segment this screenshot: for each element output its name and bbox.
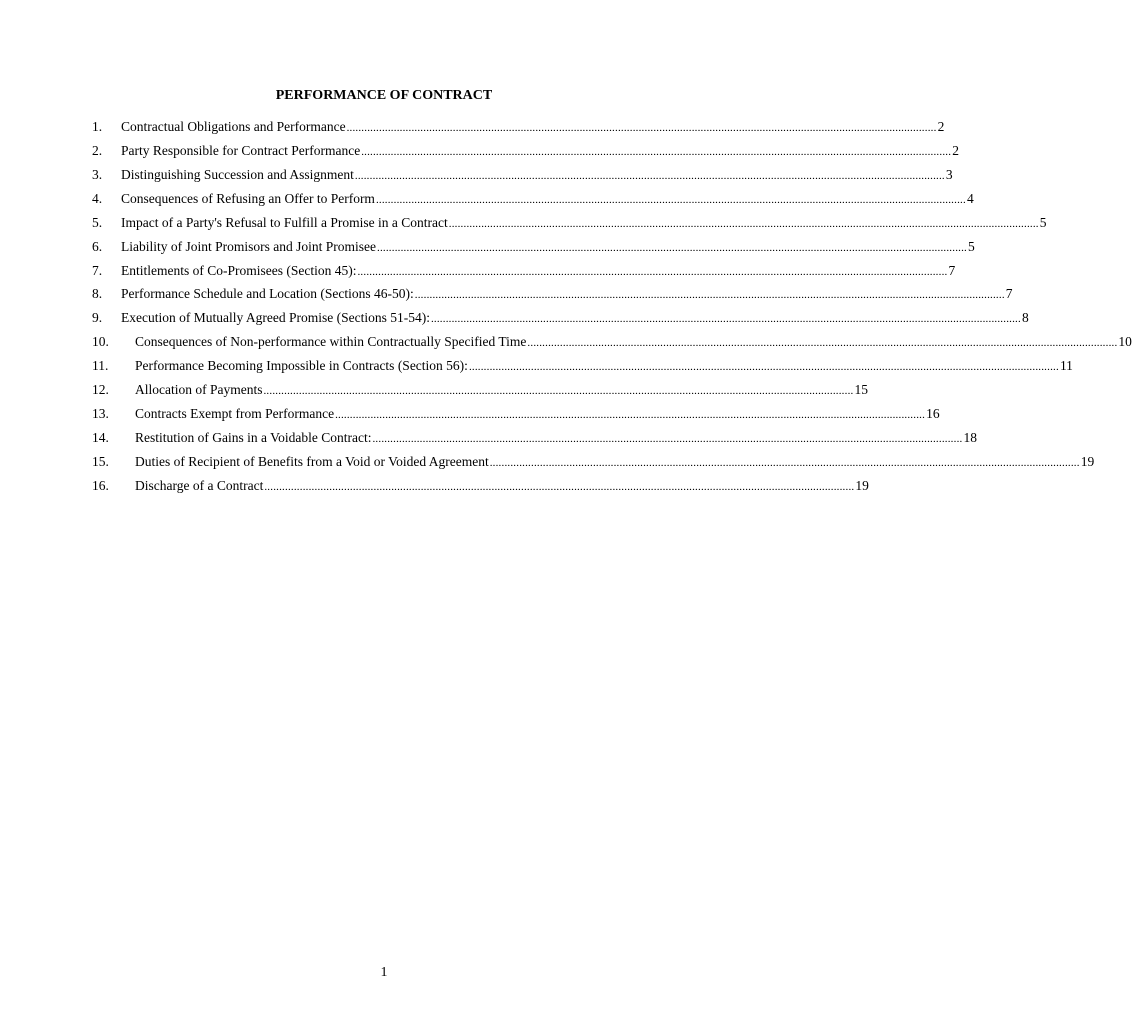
toc-entry-page: 11 — [1059, 358, 1073, 374]
toc-entry-number: 1. — [92, 119, 103, 134]
toc-entry-page: 7 — [948, 262, 956, 278]
toc-dot-leader: ........................................................................................................................................................................................................ — [448, 217, 1039, 230]
toc-entry-number: 4. — [92, 190, 103, 206]
toc-entry[interactable] — [92, 214, 1047, 238]
toc-entry-title: Contractual Obligations and Performance — [121, 119, 346, 134]
toc-entry-title: Allocation of Payments — [135, 382, 263, 398]
toc-entry-page: 16 — [926, 406, 940, 422]
toc-dot-leader: ........................................................................................................................................................................................................ — [527, 337, 1118, 350]
toc-entry[interactable] — [92, 238, 975, 262]
toc-entry-number: 7. — [92, 262, 103, 278]
toc-entry-title: Party Responsible for Contract Performance — [121, 142, 361, 158]
toc-dot-leader: ........................................................................................................................................................................................................ — [335, 409, 926, 422]
toc-entry-number: 16. — [92, 477, 109, 493]
toc-entry-page: 18 — [963, 429, 977, 445]
toc-dot-leader: ........................................................................................................................................................................................................ — [357, 265, 948, 278]
toc-dot-leader: ........................................................................................................................................................................................................ — [361, 145, 952, 158]
toc-entry-title: Entitlements of Co-Promisees (Section 45): — [121, 262, 357, 278]
toc-entry-title: Consequences of Refusing an Offer to Perform — [121, 190, 375, 206]
document-title: PERFORMANCE OF CONTRACT — [275, 88, 493, 103]
toc-dot-leader: ........................................................................................................................................................................................................ — [263, 385, 854, 398]
toc-entry-number: 5. — [92, 214, 103, 230]
toc-entry-number: 12. — [92, 382, 109, 398]
toc-entry[interactable] — [92, 142, 959, 166]
toc-entry-number: 8. — [92, 286, 103, 302]
toc-entry-title: Contracts Exempt from Performance — [135, 406, 335, 422]
toc-dot-leader: ........................................................................................................................................................................................................ — [377, 241, 967, 254]
toc-entry-number: 3. — [92, 166, 103, 182]
toc-dot-leader: ........................................................................................................................................................................................................ — [372, 432, 963, 445]
toc-entry-number: 15. — [92, 453, 109, 469]
toc-entry[interactable] — [92, 285, 1013, 309]
toc-entry-title: Execution of Mutually Agreed Promise (Sections 51-54): — [121, 310, 430, 326]
toc-entry-title: Discharge of a Contract — [135, 477, 264, 493]
table-of-contents — [92, 118, 1132, 501]
toc-entry[interactable] — [92, 381, 868, 405]
toc-entry-number: 10. — [92, 334, 109, 350]
toc-entry[interactable] — [92, 477, 869, 501]
toc-entry-title: Consequences of Non-performance within Contractually Specified Time — [135, 334, 527, 350]
toc-entry-page: 3 — [945, 166, 953, 182]
toc-entry[interactable] — [92, 262, 956, 286]
toc-entry-title: Performance Becoming Impossible in Contracts (Section 56): — [135, 358, 468, 374]
toc-dot-leader: ........................................................................................................................................................................................................ — [375, 193, 966, 206]
toc-entry-page: 5 — [1039, 214, 1047, 230]
toc-dot-leader: ........................................................................................................................................................................................................ — [489, 456, 1080, 469]
toc-entry[interactable] — [92, 405, 940, 429]
toc-entry-title: Distinguishing Succession and Assignment — [121, 166, 354, 182]
toc-entry-title: Performance Schedule and Location (Sections 46-50): — [121, 286, 414, 302]
toc-entry[interactable] — [92, 429, 977, 453]
toc-entry-number: 2. — [92, 142, 103, 158]
toc-entry-page: 5 — [968, 238, 975, 254]
toc-entry[interactable] — [92, 453, 1095, 477]
toc-entry-title: Restitution of Gains in a Voidable Contract: — [135, 429, 372, 445]
toc-entry[interactable] — [92, 190, 974, 214]
toc-entry-page: 7 — [1005, 286, 1013, 302]
toc-entry-page: 2 — [952, 142, 959, 158]
toc-entry-number: 11. — [92, 358, 109, 374]
toc-entry-page: 15 — [854, 382, 868, 398]
toc-dot-leader: ........................................................................................................................................................................................................ — [264, 480, 855, 493]
toc-entry[interactable] — [92, 118, 945, 142]
toc-entry-page: 19 — [855, 477, 869, 493]
toc-dot-leader: ........................................................................................................................................................................................................ — [354, 169, 945, 182]
toc-entry-title: Impact of a Party's Refusal to Fulfill a Promise in a Contract — [121, 214, 448, 230]
toc-entry-page: 19 — [1080, 453, 1095, 469]
toc-entry-number: 14. — [92, 429, 109, 445]
toc-entry-page: 8 — [1021, 310, 1029, 326]
toc-entry[interactable] — [92, 333, 1132, 357]
toc-entry-page: 10 — [1118, 334, 1132, 350]
toc-entry-page: 2 — [937, 119, 945, 134]
page-number: 1 — [380, 965, 388, 980]
toc-dot-leader: ........................................................................................................................................................................................................ — [468, 361, 1059, 374]
toc-entry-number: 9. — [92, 310, 103, 326]
toc-dot-leader: ........................................................................................................................................................................................................ — [430, 313, 1021, 326]
toc-entry-page: 4 — [966, 190, 974, 206]
toc-entry-title: Duties of Recipient of Benefits from a Void or Voided Agreement — [135, 453, 489, 469]
toc-entry-title: Liability of Joint Promisors and Joint Promisee — [121, 238, 376, 254]
toc-dot-leader: ........................................................................................................................................................................................................ — [346, 122, 937, 134]
toc-entry[interactable] — [92, 166, 953, 190]
toc-entry-number: 6. — [92, 238, 103, 254]
toc-entry[interactable] — [92, 309, 1029, 333]
toc-entry[interactable] — [92, 357, 1073, 381]
toc-dot-leader: ........................................................................................................................................................................................................ — [414, 289, 1005, 302]
toc-entry-number: 13. — [92, 406, 109, 422]
